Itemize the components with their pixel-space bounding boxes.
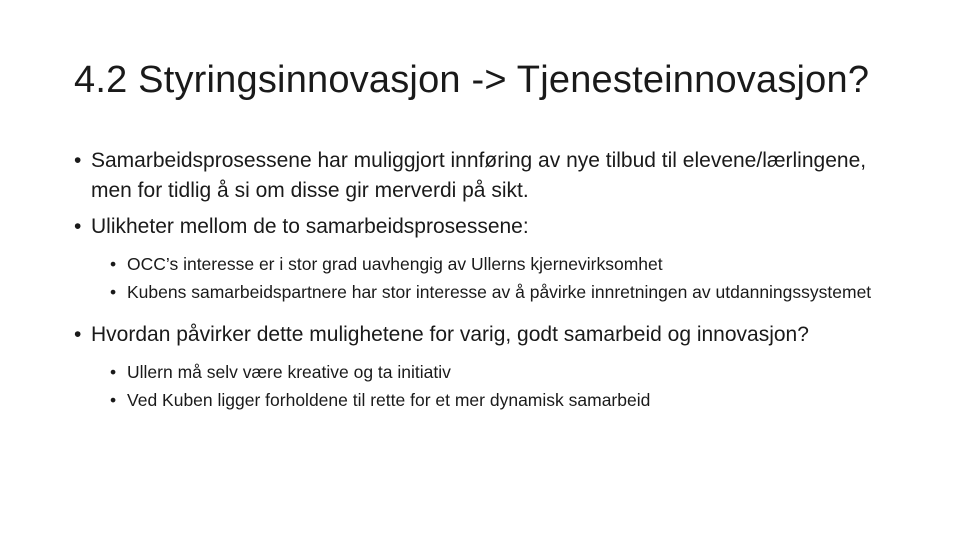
sub-bullet-item: [110, 278, 894, 306]
bullet-item-2: [74, 212, 894, 242]
bullet-text: Ulikheter mellom de to samarbeidsprosessene:: [91, 215, 529, 238]
bullet-item-3: [74, 320, 894, 350]
sub-bullet-text: Ullern må selv være kreative og ta initiativ: [127, 362, 451, 382]
sub-bullet-glyph: •: [110, 282, 117, 302]
sub-bullet-text: Ved Kuben ligger forholdene til rette for et mer dynamisk samarbeid: [127, 390, 651, 410]
slide-content: [74, 146, 894, 428]
slide-title: 4.2 Styringsinnovasjon -> Tjenesteinnovasjon?: [74, 59, 870, 101]
bullet-text: Hvordan påvirker dette mulighetene for varig, godt samarbeid og innovasjon?: [91, 323, 809, 346]
bullet-glyph: •: [74, 149, 82, 172]
bullet-item-1: [74, 146, 894, 206]
bullet-text: Samarbeidsprosessene har muliggjort innføring av nye tilbud til elevene/lærlingene, men for tidlig å si om disse gir merverdi på sikt.: [91, 149, 867, 202]
bullet-glyph: •: [74, 323, 82, 346]
sub-bullet-item: [110, 358, 894, 386]
sub-bullet-list: [110, 250, 894, 306]
bullet-glyph: •: [74, 215, 82, 238]
sub-bullet-glyph: •: [110, 254, 117, 274]
sub-bullet-text: Kubens samarbeidspartnere har stor interesse av å påvirke innretningen av utdanningssystemet: [127, 282, 872, 302]
sub-bullet-glyph: •: [110, 362, 117, 382]
sub-bullet-text: OCC’s interesse er i stor grad uavhengig av Ullerns kjernevirksomhet: [127, 254, 663, 274]
sub-bullet-glyph: •: [110, 390, 117, 410]
sub-bullet-item: [110, 250, 894, 278]
sub-bullet-item: [110, 386, 894, 414]
sub-bullet-list: [110, 358, 894, 414]
